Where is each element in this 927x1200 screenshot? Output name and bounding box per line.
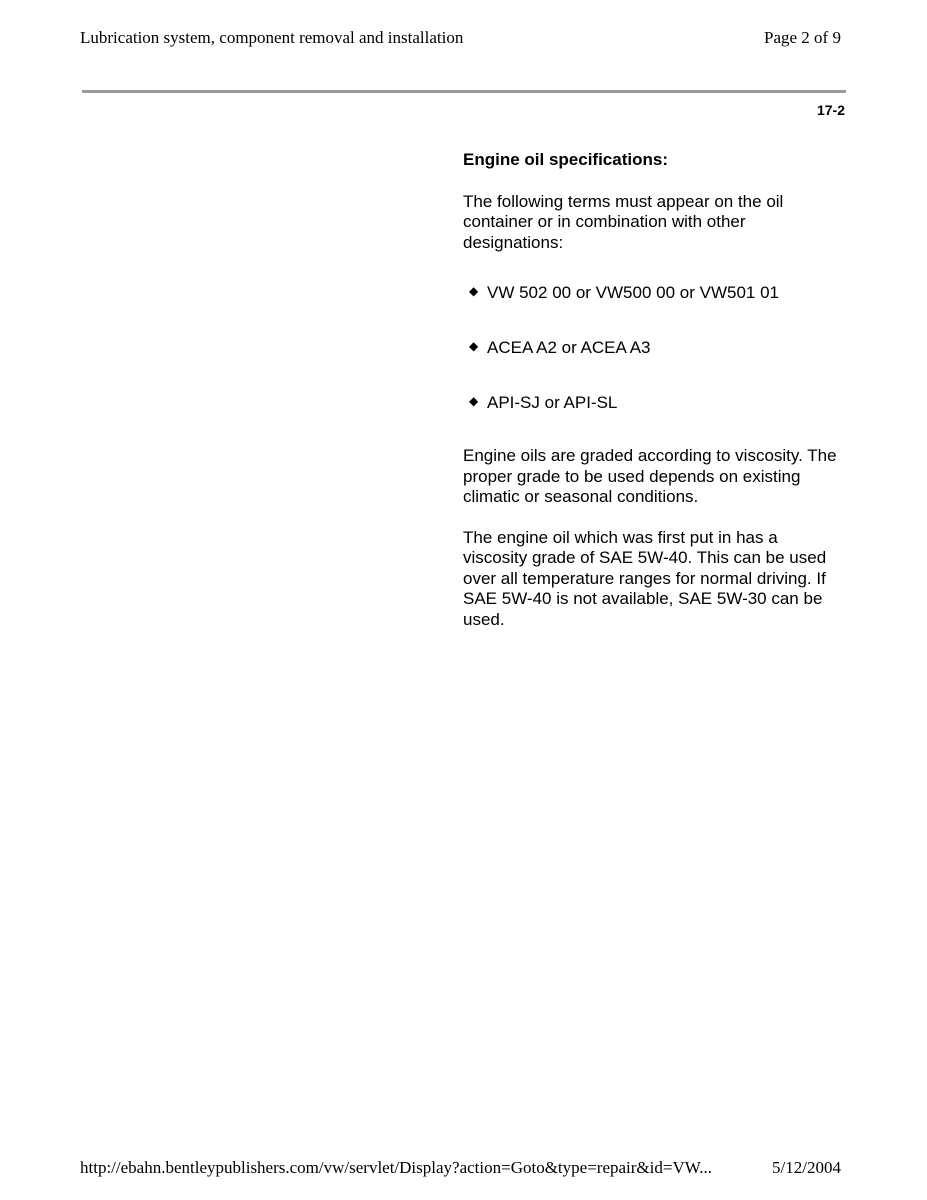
list-item-text: VW 502 00 or VW500 00 or VW501 01 (487, 283, 779, 302)
list-item-text: API-SJ or API-SL (487, 393, 618, 412)
viscosity-paragraph: Engine oils are graded according to viscosity. The proper grade to be used depends on existing climatic or seasonal conditions. (463, 446, 837, 506)
intro-paragraph: The following terms must appear on the oil container or in combination with other designations: (463, 191, 784, 252)
footer-url: http://ebahn.bentleypublishers.com/vw/servlet/Display?action=Goto&type=repair&id=VW... (80, 1158, 712, 1177)
diamond-bullet-icon: ◆ (469, 284, 479, 298)
list-item-text: ACEA A2 or ACEA A3 (487, 338, 651, 357)
page-indicator: Page 2 of 9 (764, 28, 841, 47)
footer-date: 5/12/2004 (772, 1158, 841, 1177)
header-divider (82, 90, 846, 93)
oil-spec-list (463, 283, 843, 413)
diamond-bullet-icon: ◆ (469, 394, 479, 408)
section-heading: Engine oil specifications: (463, 150, 668, 169)
list-item (463, 283, 843, 303)
page-header-title: Lubrication system, component removal and installation (80, 28, 464, 47)
diamond-bullet-icon: ◆ (469, 339, 479, 353)
list-item (463, 393, 843, 413)
list-item (463, 338, 843, 358)
initial-oil-paragraph: The engine oil which was first put in has a viscosity grade of SAE 5W-40. This can be used over all temperature ranges for normal driving. If SAE 5W-40 is not available, SAE 5W-30 can be used. (463, 527, 827, 629)
section-number: 17-2 (816, 102, 845, 118)
document-content (463, 150, 843, 630)
